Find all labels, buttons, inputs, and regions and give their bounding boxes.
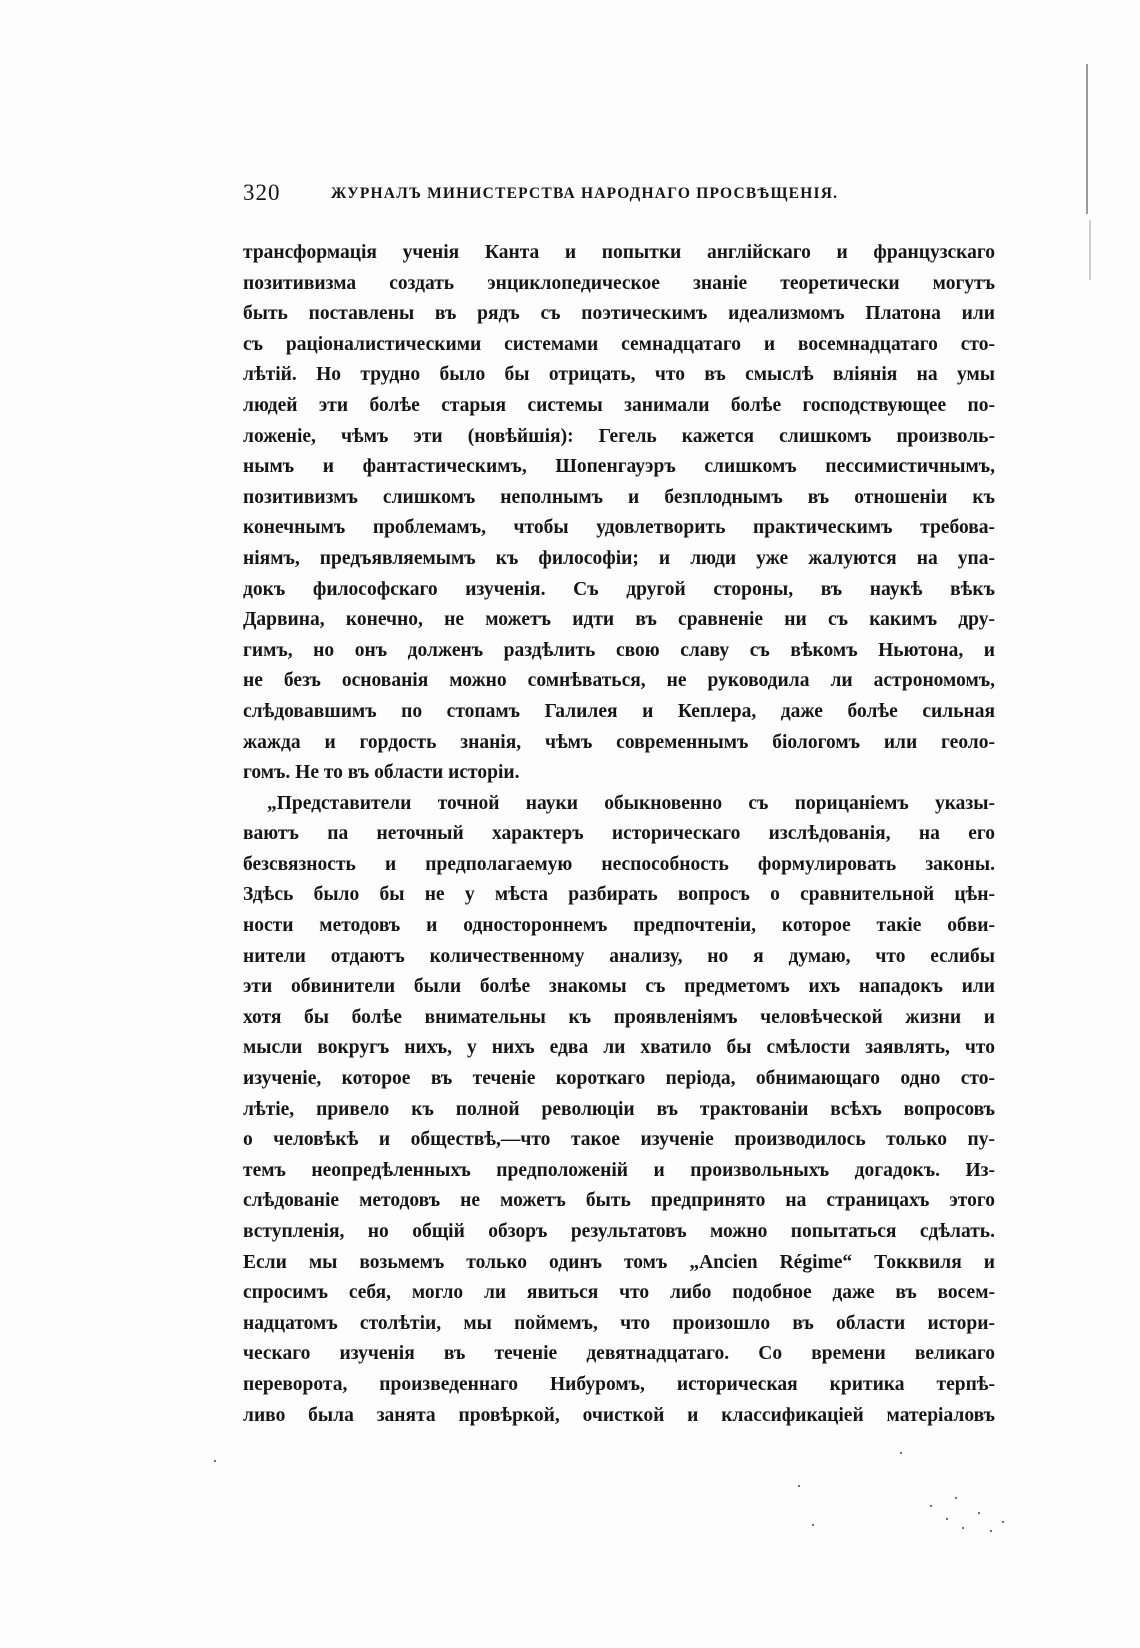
text-line: мысли вокругъ нихъ, у нихъ едва ли хватило бы смѣлости заявлять, что — [243, 1037, 995, 1059]
running-head — [243, 180, 998, 214]
text-line: темъ неопредѣленныхъ предположеній и произвольныхъ догадокъ. Из- — [243, 1159, 995, 1181]
page-edge-line-faint — [1089, 220, 1091, 280]
text-line: Дарвина, конечно, не можетъ идти въ сравненіе ни съ какимъ дру- — [243, 609, 995, 631]
scan-speck — [946, 1518, 948, 1520]
text-line: трансформація ученія Канта и попытки англійскаго и французскаго — [243, 242, 995, 263]
text-line: людей эти болѣе старыя системы занимали болѣе господствующее по- — [243, 394, 995, 416]
journal-title: ЖУРНАЛЪ МИНИСТЕРСТВА НАРОДНАГО ПРОСВѢЩЕНІЯ. — [331, 185, 839, 202]
text-line: слѣдовавшимъ по стопамъ Галилея и Кеплера, даже болѣе сильная — [243, 700, 995, 722]
text-line: конечнымъ проблемамъ, чтобы удовлетворить практическимъ требова- — [243, 517, 995, 539]
scan-speck — [930, 1505, 932, 1507]
text-line: слѣдованіе методовъ не можетъ быть предпринято на страницахъ этого — [243, 1190, 995, 1212]
text-line: эти обвинители были болѣе знакомы съ предметомъ ихъ нападокъ или — [243, 976, 995, 998]
scan-speck — [962, 1527, 964, 1529]
scan-speck — [978, 1512, 980, 1514]
text-line: переворота, произведеннаго Нибуромъ, историческая критика терпѣ- — [243, 1373, 995, 1395]
text-line: Если мы возьмемъ только одинъ томъ „Ancien Régime“ Токквиля и — [243, 1251, 995, 1273]
text-line: не безъ основанія можно сомнѣваться, не руководила ли астрономомъ, — [243, 670, 995, 692]
paragraph-1 — [243, 238, 995, 789]
text-line: надцатомъ столѣтіи, мы поймемъ, что произошло въ области истори- — [243, 1312, 995, 1334]
text-line: позитивизма создать энциклопедическое знаніе теоретически могутъ — [243, 272, 995, 294]
text-line: съ раціоналистическими системами семнадцатаго и восемнадцатаго сто- — [243, 333, 995, 355]
body-text — [243, 238, 995, 1431]
text-line: нымъ и фантастическимъ, Шопенгауэръ слишкомъ пессимистичнымъ, — [243, 456, 995, 478]
text-line: ческаго изученія въ теченіе девятнадцатаго. Со времени великаго — [243, 1343, 995, 1365]
scan-speck — [990, 1530, 992, 1532]
scan-speck — [1002, 1521, 1004, 1523]
page-edge-line — [1086, 64, 1088, 214]
text-line: спросимъ себя, могло ли явиться что либо подобное даже въ восем- — [243, 1282, 995, 1304]
text-line: хотя бы болѣе внимательны къ проявленіямъ человѣческой жизни и — [243, 1006, 995, 1028]
scan-speck — [955, 1497, 957, 1499]
text-line: ности методовъ и одностороннемъ предпочтеніи, которое такіе обви- — [243, 915, 995, 937]
text-line: лѣтіе, привело къ полной революціи въ трактованіи всѣхъ вопросовъ — [243, 1098, 995, 1120]
scan-speck — [798, 1485, 800, 1487]
scan-speck — [214, 1460, 216, 1462]
text-line: ніямъ, предъявляемымъ къ философіи; и люди уже жалуются на упа- — [243, 547, 995, 569]
text-line: нители отдаютъ количественному анализу, но я думаю, что еслибы — [243, 945, 995, 967]
text-line: вступленія, но общій обзоръ результатовъ можно попытаться сдѣлать. — [243, 1221, 995, 1242]
text-line: Здѣсь было бы не у мѣста разбирать вопросъ о сравнительной цѣн- — [243, 884, 995, 906]
text-line: докъ философскаго изученія. Съ другой стороны, въ наукѣ вѣкъ — [243, 578, 995, 600]
text-line: о человѣкѣ и обществѣ,—что такое изученіе производилось только пу- — [243, 1129, 995, 1151]
text-line: жажда и гордость знанія, чѣмъ современнымъ біологомъ или геоло- — [243, 731, 995, 753]
text-line: изученіе, которое въ теченіе короткаго періода, обнимающаго одно сто- — [243, 1068, 995, 1090]
text-line: лѣтій. Но трудно было бы отрицать, что въ смыслѣ вліянія на умы — [243, 364, 995, 386]
scan-speck — [812, 1524, 814, 1526]
text-line: ваютъ па неточный характеръ историческаго изслѣдованія, на его — [243, 823, 995, 845]
text-line: быть поставлены въ рядъ съ поэтическимъ идеализмомъ Платона или — [243, 303, 995, 325]
text-line: позитивизмъ слишкомъ неполнымъ и безплоднымъ въ отношеніи къ — [243, 486, 995, 508]
text-line: безсвязность и предполагаемую неспособность формулировать законы. — [243, 853, 995, 875]
page-number: 320 — [243, 180, 281, 205]
text-line: „Представители точной науки обыкновенно съ порицаніемъ указы- — [267, 792, 995, 814]
text-line: ложеніе, чѣмъ эти (новѣйшія): Гегель кажется слишкомъ произволь- — [243, 425, 995, 447]
scan-speck — [900, 1452, 902, 1454]
paragraph-2 — [243, 789, 995, 1431]
text-line: ливо была занята провѣркой, очисткой и классификаціей матеріаловъ — [243, 1404, 995, 1426]
text-line: гомъ. Не то въ области исторіи. — [243, 762, 520, 784]
text-line: гимъ, но онъ долженъ раздѣлить свою славу съ вѣкомъ Ньютона, и — [243, 639, 995, 661]
